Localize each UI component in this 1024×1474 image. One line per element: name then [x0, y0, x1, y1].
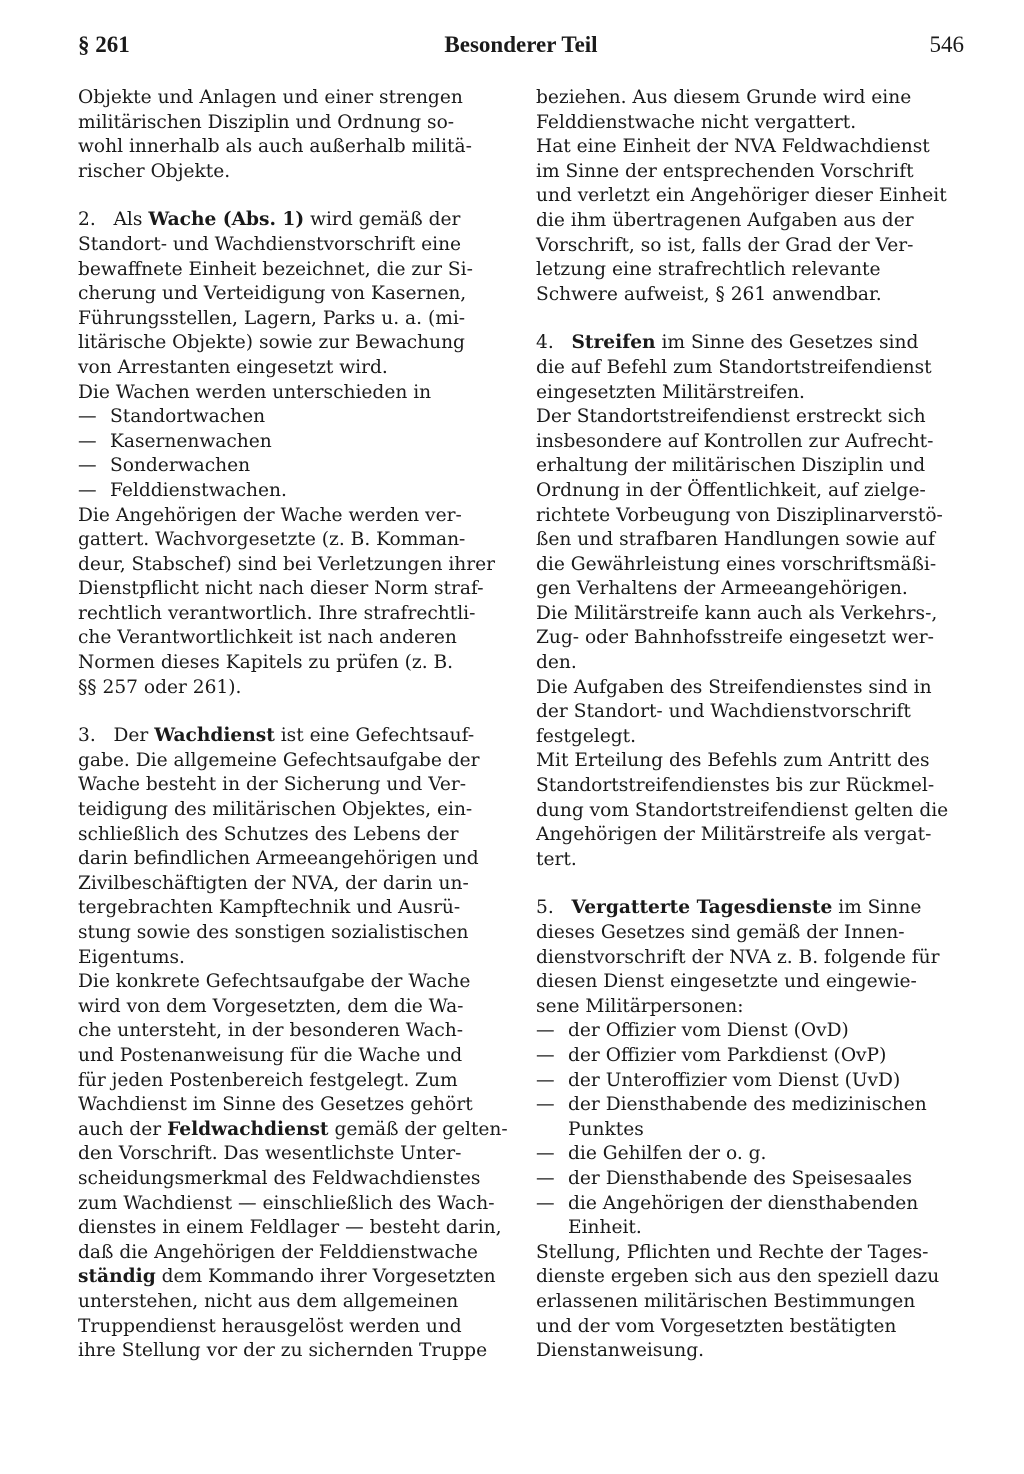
- list-item: — der Offizier vom Parkdienst (OvP): [536, 1044, 887, 1066]
- section-4-paragraph-2: Der Standortstreifendienst erstreckt sich insbesondere auf Kontrollen zur Aufrecht- erhaltung der militärischen Disziplin und Ordnung in der Öffentlichkeit, auf zielge- richtete Vorbeugung von Disziplinarverstö- ßen und strafbaren Handlungen sowie auf die Gewährleistung eines vorschriftsmäßi- gen Verhaltens der Armeeangehörigen.: [536, 406, 943, 600]
- section-4-paragraph: 4. Streifen im Sinne des Gesetzes sind die auf Befehl zum Standortstreifendienst eingesetzten Militärstreifen.: [536, 332, 932, 403]
- list-item: — der Offizier vom Dienst (OvD): [536, 1020, 849, 1042]
- term-feldwachdienst: Feldwachdienst: [167, 1118, 329, 1140]
- section-marker: § 261: [78, 32, 130, 57]
- list-item: — der Diensthabende des medizinischen Punktes: [536, 1094, 927, 1140]
- intro-paragraph: Objekte und Anlagen und einer strengen militärischen Disziplin und Ordnung so- wohl innerhalb als auch außerhalb militä- rischer Objekte.: [78, 87, 472, 182]
- list-item: — Felddienstwachen.: [78, 479, 287, 501]
- section-2-tail: Die Angehörigen der Wache werden ver- gattert. Wachvorgesetzte (z. B. Komman- deur, Stabschef) sind bei Verletzungen ihrer Dienstpflicht nicht nach dieser Norm straf- rechtlich verantwortlich. Ihre strafrechtli- che Verantwortlichkeit ist nach anderen Normen dieses Kapitels zu prüfen (z. B. §§ 257 oder 261).: [78, 504, 496, 698]
- chapter-title: Besonderer Teil: [444, 32, 598, 57]
- section-3-paragraph: 3. Der Wachdienst ist eine Gefechtsauf- gabe. Die allgemeine Gefechtsaufgabe der Wache besteht in der Sicherung und Ver- teidigung des militärischen Objektes, ein- schließlich des Schutzes des Lebens der darin befindlichen Armeeangehörigen und Zivilbeschäftigten der NVA, der darin un- tergebrachten Kampftechnik und Ausrü- stung sowie des sonstigen sozialistischen Eigentums.: [78, 725, 480, 968]
- running-header: [78, 32, 964, 66]
- list-item: — Sonderwachen: [78, 455, 251, 477]
- section-5-paragraph: 5. Vergatterte Tagesdienste im Sinne dieses Gesetzes sind gemäß der Innen- dienstvorschrift der NVA z. B. folgende für diesen Dienst eingesetzte und eingewie- sene Militärpersonen:: [536, 897, 940, 1017]
- section-number: 5.: [536, 897, 554, 919]
- feldwachdienst-paragraph: Hat eine Einheit der NVA Feldwachdienst im Sinne der entsprechenden Vorschrift und verletzt ein Angehöriger dieser Einheit die ihm übertragenen Aufgaben aus der Vorschrift, so ist, falls der Grad der Ver- letzung eine strafrechtlich relevante Schwere aufweist, § 261 anwendbar.: [536, 136, 947, 305]
- list-item: — die Gehilfen der o. g.: [536, 1143, 767, 1165]
- page-number: 546: [929, 32, 964, 57]
- term-wache: Wache (Abs. 1): [148, 209, 305, 231]
- term-streifen: Streifen: [571, 332, 656, 354]
- left-column: [78, 86, 510, 1364]
- right-column: [536, 86, 966, 1364]
- term-wachdienst: Wachdienst: [154, 725, 275, 747]
- section-number: 2.: [78, 209, 96, 231]
- list-intro: Die Wachen werden unterschieden in: [78, 381, 432, 403]
- list-item: — Kasernenwachen: [78, 430, 272, 452]
- term-vergatterte-tagesdienste: Vergatterte Tagesdienste: [571, 897, 833, 919]
- section-4-paragraph-4: Die Aufgaben des Streifendienstes sind in der Standort- und Wachdienstvorschrift festgelegt.: [536, 676, 932, 747]
- section-number: 4.: [536, 332, 554, 354]
- list-item: — Standortwachen: [78, 406, 266, 428]
- continued-paragraph: beziehen. Aus diesem Grunde wird eine Felddienstwache nicht vergattert.: [536, 87, 912, 133]
- section-number: 3.: [78, 725, 96, 747]
- list-item: — die Angehörigen der diensthabenden Einheit.: [536, 1192, 919, 1239]
- section-3-paragraph-2: Die konkrete Gefechtsaufgabe der Wache wird von dem Vorgesetzten, dem die Wa- che untersteht, in der besonderen Wach- und Postenanweisung für die Wache und für jeden Postenbereich festgelegt. Zum Wachdienst im Sinne des Gesetzes gehört auch der Feldwachdienst gemäß der gelten- den Vorschrift. Das wesentlichste Unter- scheidungsmerkmal des Feldwachdienstes zum Wachdienst — einschließlich des Wach- dienstes in einem Feldlager — besteht darin, daß die Angehörigen der Felddienstwache ständig dem Kommando ihrer Vorgesetzten unterstehen, nicht aus dem allgemeinen Truppendienst herausgelöst werden und ihre Stellung vor der zu sichernden Truppe: [78, 971, 508, 1362]
- list-item: — der Unteroffizier vom Dienst (UvD): [536, 1069, 901, 1091]
- term-staendig: ständig: [78, 1266, 156, 1288]
- section-5-tail: Stellung, Pflichten und Rechte der Tages- dienste ergeben sich aus den speziell dazu erlassenen militärischen Bestimmungen und der vom Vorgesetzten bestätigten Dienstanweisung.: [536, 1241, 940, 1362]
- section-4-paragraph-3: Die Militärstreife kann auch als Verkehrs-, Zug- oder Bahnhofsstreife eingesetzt wer- den.: [536, 602, 938, 674]
- section-4-paragraph-5: Mit Erteilung des Befehls zum Antritt des Standortstreifendienstes bis zur Rückmel- dung vom Standortstreifendienst gelten die Angehörigen der Militärstreife als vergat- tert.: [536, 750, 949, 870]
- section-2-paragraph: 2. Als Wache (Abs. 1) wird gemäß der Standort- und Wachdienstvorschrift eine bewaffnete Einheit bezeichnet, die zur Si- cherung und Verteidigung von Kasernen, Führungsstellen, Lagern, Parks u. a. (mi- litärische Objekte) sowie zur Bewachung von Arrestanten eingesetzt wird.: [78, 209, 473, 378]
- list-item: — der Diensthabende des Speisesaales: [536, 1167, 913, 1189]
